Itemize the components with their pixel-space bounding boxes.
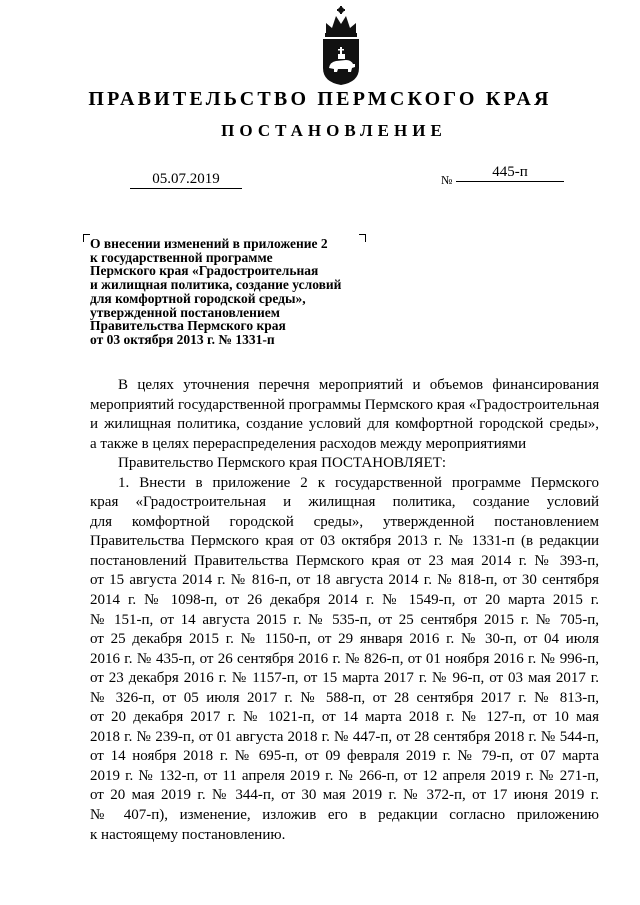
- subject-line: к государственной программе: [90, 249, 273, 265]
- subject-line: от 03 октября 2013 г. № 1331-п: [90, 331, 275, 347]
- body-line: и жилищная политика, создание условий для комфортной городской среды»,: [90, 416, 599, 433]
- body-line: мероприятий государственной программы Пермского края «Градостроительная: [90, 396, 600, 413]
- body-line: 2019 г. № 132-п, от 11 апреля 2019 г. № 266-п, от 12 апреля 2019 г. № 271-п,: [90, 767, 599, 784]
- body-line: № 407-п), изменение, изложив его в редакции согласно приложению: [90, 807, 599, 824]
- perm-krai-coat-of-arms-icon: [318, 4, 364, 86]
- body-line: 1. Внести в приложение 2 к государственной программе Пермского: [118, 474, 599, 491]
- subject-line: Пермского края «Градостроительная: [90, 263, 319, 279]
- body-line: от 15 августа 2014 г. № 816-п, от 18 августа 2014 г. № 818-п, от 30 сентября: [90, 572, 599, 589]
- body-line: Правительства Пермского края от 03 октября 2013 г. № 1331-п (в редакции: [90, 533, 599, 550]
- body-line: а также в целях перераспределения расходов между мероприятиями: [90, 435, 527, 452]
- document-type: ПОСТАНОВЛЕНИЕ: [221, 121, 447, 140]
- number-sign: №: [441, 173, 453, 187]
- body-line: № 151-п, от 14 августа 2015 г. № 535-п, от 25 сентября 2015 г. № 705-п,: [90, 611, 599, 628]
- body-line: от 20 декабря 2017 г. № 1021-п, от 14 марта 2018 г. № 127-п, от 10 мая: [90, 709, 599, 726]
- document-body: [90, 376, 599, 845]
- document-number: 445-п: [456, 163, 564, 182]
- body-line: к настоящему постановлению.: [90, 826, 286, 843]
- body-line: 2014 г. № 1098-п, от 26 декабря 2014 г. № 1549-п, от 20 марта 2015 г.: [90, 592, 599, 609]
- body-line: от 25 декабря 2015 г. № 1150-п, от 29 января 2016 г. № 30-п, от 04 июля: [90, 631, 599, 648]
- subject-bracket-left: [83, 234, 90, 242]
- body-line: 2016 г. № 435-п, от 26 сентября 2016 г. № 826-п, от 01 ноября 2016 г. № 996-п,: [90, 650, 599, 667]
- document-date: 05.07.2019: [130, 170, 242, 189]
- body-line: 2018 г. № 239-п, от 01 августа 2018 г. № 447-п, от 28 сентября 2018 г. № 544-п,: [90, 728, 599, 745]
- subject-line: для комфортной городской среды»,: [90, 290, 306, 306]
- organization-title: ПРАВИТЕЛЬСТВО ПЕРМСКОГО КРАЯ: [88, 88, 552, 110]
- body-line: от 20 мая 2019 г. № 344-п, от 30 мая 2019 г. № 372-п, от 17 июня 2019 г.: [90, 787, 599, 804]
- subject-line: О внесении изменений в приложение 2: [90, 236, 328, 251]
- body-line: № 326-п, от 05 июля 2017 г. № 588-п, от 28 сентября 2017 г. № 813-п,: [90, 689, 599, 706]
- body-line: от 23 декабря 2016 г. № 1157-п, от 15 марта 2017 г. № 96-п, от 03 мая 2017 г.: [90, 670, 599, 687]
- body-line: от 14 ноября 2018 г. № 695-п, от 09 февраля 2019 г. № 79-п, от 07 марта: [90, 748, 599, 765]
- body-line: Правительство Пермского края ПОСТАНОВЛЯЕТ:: [118, 455, 447, 472]
- subject-line: утвержденной постановлением: [90, 304, 280, 320]
- body-line: для комфортной городской среды», утвержденной постановлением: [90, 513, 599, 530]
- body-line: края «Градостроительная и жилищная политика, создание условий: [90, 494, 599, 511]
- document-subject: [90, 237, 390, 347]
- body-line: В целях уточнения перечня мероприятий и объемов финансирования: [118, 377, 599, 393]
- subject-line: и жилищная политика, создание условий: [90, 277, 342, 293]
- body-line: постановлений Правительства Пермского края от 23 мая 2014 г. № 393-п,: [90, 552, 599, 569]
- subject-line: Правительства Пермского края: [90, 318, 286, 334]
